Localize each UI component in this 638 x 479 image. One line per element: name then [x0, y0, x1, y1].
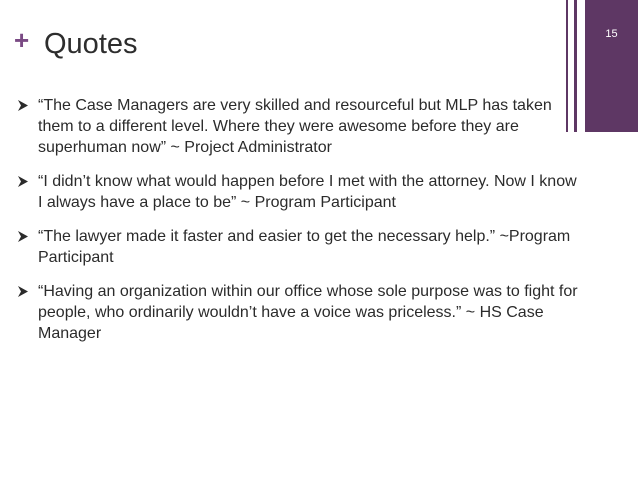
quote-text: “Having an organization within our office whose sole purpose was to fight for people, who ordinarily wouldn’t have a voice was priceless.” ~ HS Case Manager: [38, 283, 578, 342]
quote-text: “I didn’t know what would happen before I met with the attorney. Now I know I always have a place to be” ~ Program Participant: [38, 173, 577, 211]
arrow-bullet-icon: [18, 100, 28, 111]
arrow-bullet-icon: [18, 286, 28, 297]
arrow-bullet-icon: [18, 176, 28, 187]
title-plus-marker: +: [14, 25, 30, 55]
slide-number: 15: [605, 28, 618, 40]
slide-title: Quotes: [44, 28, 138, 60]
quote-text: “The Case Managers are very skilled and resourceful but MLP has taken them to a different level. Where they were awesome before they are superhuman now” ~ Project Administrator: [38, 97, 552, 156]
quotes-list: [18, 95, 578, 357]
arrow-bullet-icon: [18, 231, 28, 242]
accent-panel: [585, 0, 638, 132]
list-item: [18, 281, 578, 344]
list-item: [18, 95, 578, 158]
quote-text: “The lawyer made it faster and easier to get the necessary help.” ~Program Participant: [38, 228, 571, 266]
list-item: [18, 226, 578, 268]
list-item: [18, 171, 578, 213]
